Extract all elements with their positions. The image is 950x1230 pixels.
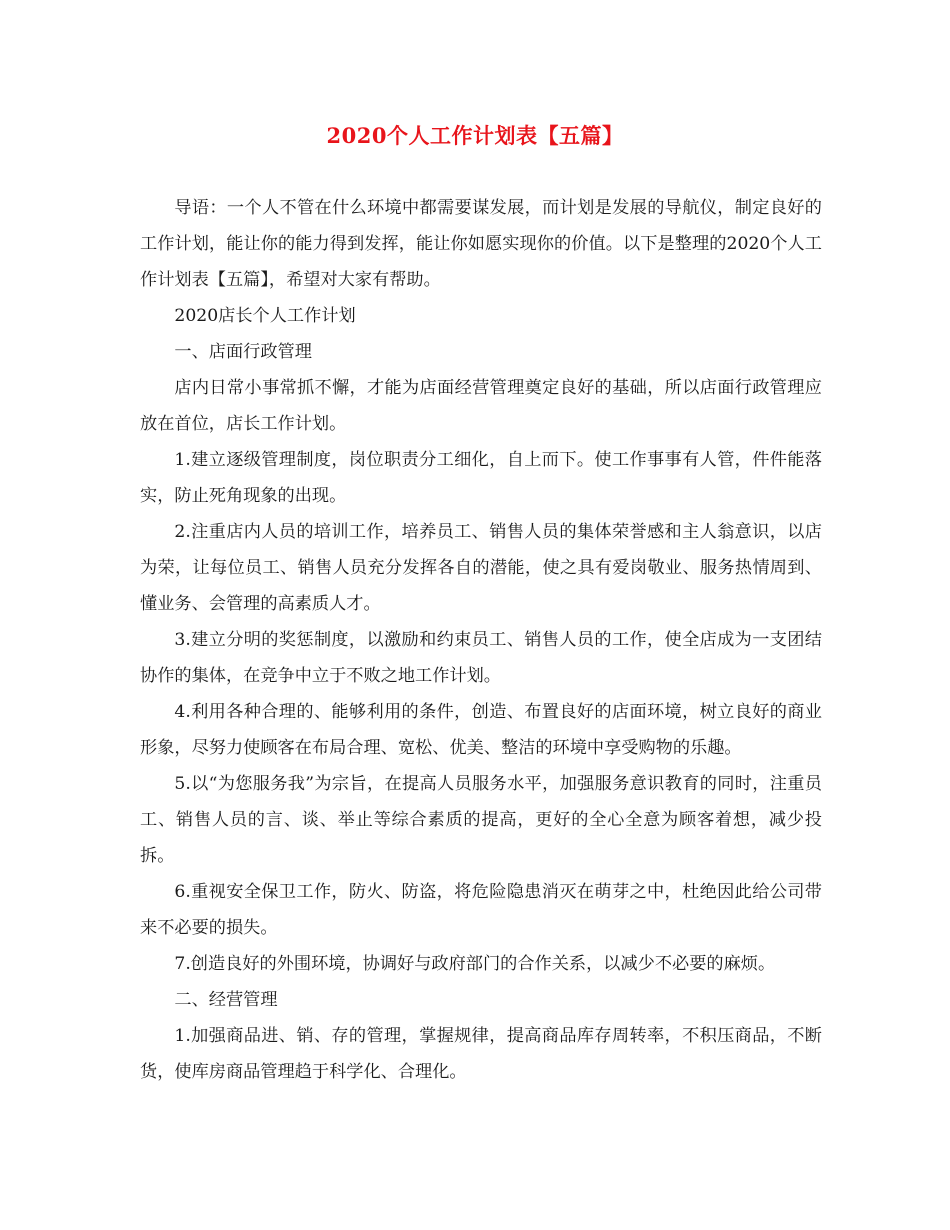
section-heading-operations: 二、经营管理 [174, 990, 278, 1010]
list-item-3: 3.建立分明的奖惩制度，以激励和约束员工、销售人员的工作，使全店成为一支团结协作的集体，在竞争中立于不败之地工作计划。 [140, 630, 822, 686]
section-heading-administration: 一、店面行政管理 [174, 342, 312, 362]
operations-item-1: 1.加强商品进、销、存的管理，掌握规律，提高商品库存周转率，不积压商品，不断货，使库房商品管理趋于科学化、合理化。 [140, 1026, 822, 1082]
list-item-5: 5.以“为您服务我”为宗旨，在提高人员服务水平，加强服务意识教育的同时，注重员工、销售人员的言、谈、举止等综合素质的提高，更好的全心全意为顾客着想，减少投拆。 [140, 774, 822, 866]
list-item-4: 4.利用各种合理的、能够利用的条件，创造、布置良好的店面环境，树立良好的商业形象，尽努力使顾客在布局合理、宽松、优美、整洁的环境中享受购物的乐趣。 [140, 702, 822, 758]
list-item-1: 1.建立逐级管理制度，岗位职责分工细化，自上而下。使工作事事有人管，件件能落实，防止死角现象的出现。 [140, 450, 822, 506]
document-body [140, 190, 822, 1090]
body-paragraph: 店内日常小事常抓不懈，才能为店面经营管理奠定良好的基础，所以店面行政管理应放在首位，店长工作计划。 [140, 378, 822, 434]
list-item-6: 6.重视安全保卫工作，防火、防盗，将危险隐患消灭在萌芽之中，杜绝因此给公司带来不必要的损失。 [140, 882, 822, 938]
intro-paragraph: 导语：一个人不管在什么环境中都需要谋发展，而计划是发展的导航仪，制定良好的工作计划，能让你的能力得到发挥，能让你如愿实现你的价值。以下是整理的2020个人工作计划表【五篇】，希望对大家有帮助。 [140, 198, 822, 290]
section-heading-store-manager-plan: 2020店长个人工作计划 [174, 306, 356, 326]
list-item-7: 7.创造良好的外围环境，协调好与政府部门的合作关系，以减少不必要的麻烦。 [174, 954, 776, 974]
list-item-2: 2.注重店内人员的培训工作，培养员工、销售人员的集体荣誉感和主人翁意识，以店为荣，让每位员工、销售人员充分发挥各自的潜能，使之具有爱岗敬业、服务热情周到、懂业务、会管理的高素质人才。 [140, 522, 822, 614]
document-title: 2020个人工作计划表【五篇】 [326, 123, 624, 148]
